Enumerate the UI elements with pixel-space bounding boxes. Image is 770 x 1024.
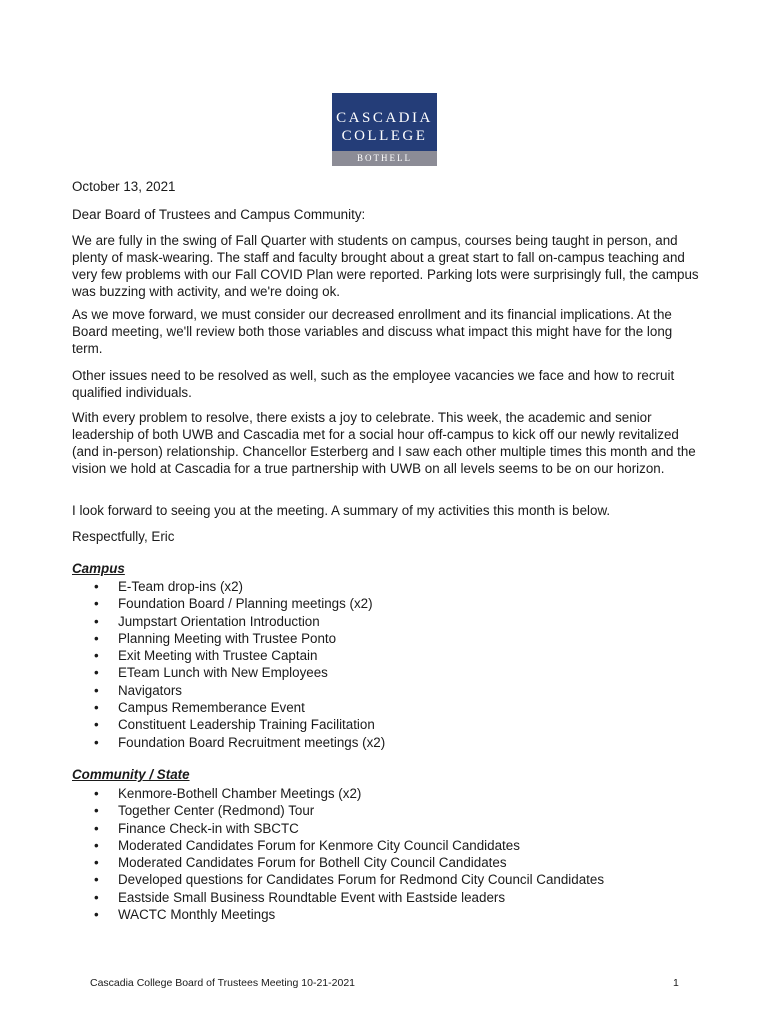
list-item: • Planning Meeting with Trustee Ponto bbox=[72, 630, 385, 647]
footer-meeting-title: Cascadia College Board of Trustees Meeting 10-21-2021 bbox=[90, 977, 355, 989]
list-item: • ETeam Lunch with New Employees bbox=[72, 664, 385, 681]
list-item: • Constituent Leadership Training Facilitation bbox=[72, 716, 385, 733]
closing-signature: Respectfully, Eric bbox=[72, 529, 175, 544]
paragraph-fall-quarter: We are fully in the swing of Fall Quarter with students on campus, courses being taught in person, and plenty of mask-wearing. The staff and faculty brought about a great start to fall on-campus teaching and very few problems with our Fall COVID Plan were reported. Parking lots were surprisingly full, the campus was buzzing with activity, and we're doing ok. bbox=[72, 233, 699, 299]
list-item: • Moderated Candidates Forum for Kenmore City Council Candidates bbox=[72, 837, 604, 854]
logo-line-cascadia: CASCADIA bbox=[336, 110, 433, 126]
footer-page-number: 1 bbox=[673, 977, 679, 989]
paragraph-enrollment: As we move forward, we must consider our decreased enrollment and its financial implications. At the Board meeting, we'll review both those variables and discuss what impact this might have for the long term. bbox=[72, 307, 673, 356]
logo-band-bothell: BOTHELL bbox=[332, 151, 437, 166]
list-item: • Exit Meeting with Trustee Captain bbox=[72, 647, 385, 664]
campus-list bbox=[72, 578, 385, 751]
list-item: • Kenmore-Bothell Chamber Meetings (x2) bbox=[72, 785, 604, 802]
salutation: Dear Board of Trustees and Campus Community: bbox=[72, 207, 366, 222]
list-item: • E-Team drop-ins (x2) bbox=[72, 578, 385, 595]
cascadia-college-logo bbox=[332, 93, 437, 166]
letter-date: October 13, 2021 bbox=[72, 179, 176, 194]
list-item: • Jumpstart Orientation Introduction bbox=[72, 613, 385, 630]
paragraph-celebrate: With every problem to resolve, there exists a joy to celebrate. This week, the academic and senior leadership of both UWB and Cascadia met for a social hour off-campus to kick off our newly revitalized (and in-person) relationship. Chancellor Esterberg and I saw each other multiple times this month and the vision we hold at Cascadia for a true partnership with UWB on all levels seems to be on our horizon. bbox=[72, 410, 696, 476]
paragraph-summary: I look forward to seeing you at the meeting. A summary of my activities this month is below. bbox=[72, 503, 611, 518]
list-item: • Campus Rememberance Event bbox=[72, 699, 385, 716]
list-item: • Foundation Board / Planning meetings (x2) bbox=[72, 595, 385, 612]
paragraph-issues: Other issues need to be resolved as well, such as the employee vacancies we face and how to recruit qualified individuals. bbox=[72, 368, 675, 400]
list-item: • Eastside Small Business Roundtable Event with Eastside leaders bbox=[72, 889, 604, 906]
list-item: • Navigators bbox=[72, 682, 385, 699]
list-item: • Together Center (Redmond) Tour bbox=[72, 802, 604, 819]
community-state-list bbox=[72, 785, 604, 923]
campus-heading: Campus bbox=[72, 561, 125, 576]
list-item: • Finance Check-in with SBCTC bbox=[72, 820, 604, 837]
list-item: • WACTC Monthly Meetings bbox=[72, 906, 604, 923]
community-state-heading: Community / State bbox=[72, 767, 190, 782]
logo-line-college: COLLEGE bbox=[341, 128, 428, 144]
list-item: • Moderated Candidates Forum for Bothell City Council Candidates bbox=[72, 854, 604, 871]
list-item: • Developed questions for Candidates Forum for Redmond City Council Candidates bbox=[72, 871, 604, 888]
list-item: • Foundation Board Recruitment meetings (x2) bbox=[72, 734, 385, 751]
